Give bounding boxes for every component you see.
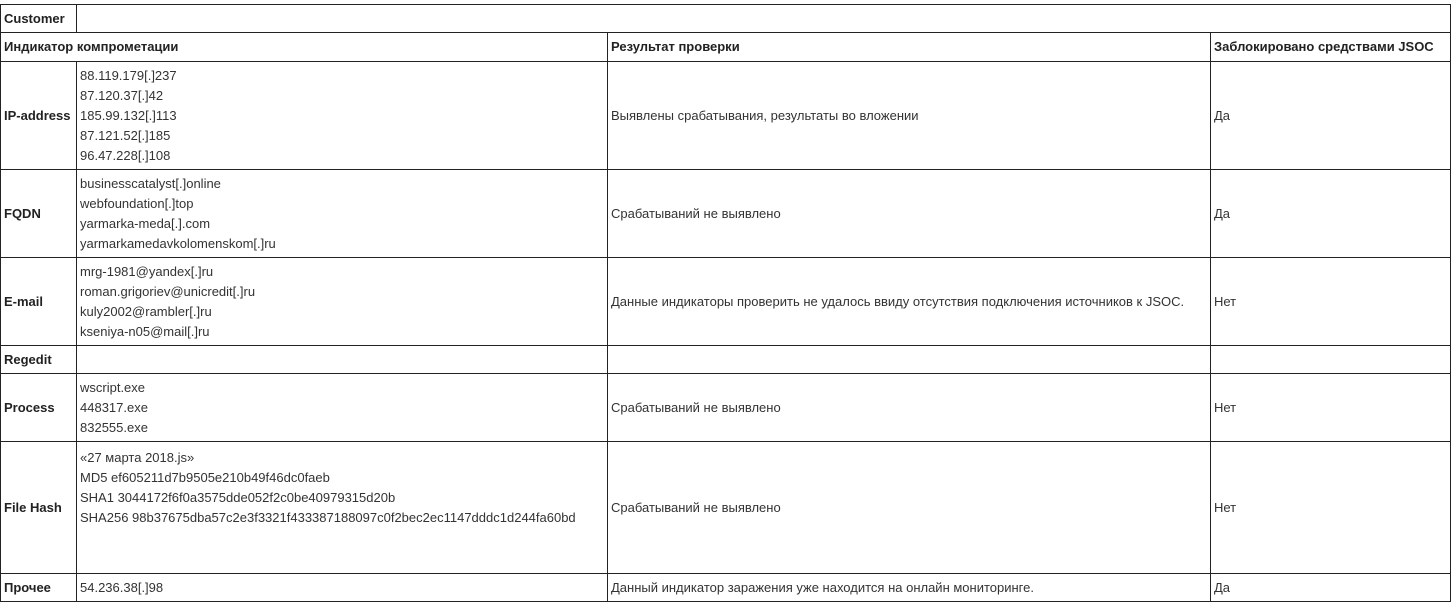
indicator-value: kuly2002@rambler[.]ru <box>80 303 212 319</box>
blocked-status: Нет <box>1211 258 1451 346</box>
indicator-type: IP-address <box>1 62 77 170</box>
indicator-values <box>77 170 608 258</box>
indicator-value: yarmarkamedavkolomenskom[.]ru <box>80 235 276 251</box>
blocked-status <box>1211 346 1451 374</box>
indicator-values <box>77 574 608 602</box>
indicator-type: Прочее <box>1 574 77 602</box>
table-row <box>1 374 1451 442</box>
table-row <box>1 258 1451 346</box>
indicator-value: wscript.exe <box>80 379 146 395</box>
indicator-value: 448317.exe <box>80 399 148 415</box>
indicator-values <box>77 442 608 574</box>
indicator-value: 88.119.179[.]237 <box>80 67 177 83</box>
indicator-values <box>77 374 608 442</box>
blocked-status: Да <box>1211 62 1451 170</box>
blocked-status: Нет <box>1211 442 1451 574</box>
header-row <box>1 33 1451 62</box>
check-result: Данные индикаторы проверить не удалось ввиду отсутствия подключения источников к JSOC. <box>608 258 1211 346</box>
indicator-type: File Hash <box>1 442 77 574</box>
indicator-value: mrg-1981@yandex[.]ru <box>80 263 214 279</box>
indicator-values <box>77 258 608 346</box>
blocked-status: Нет <box>1211 374 1451 442</box>
check-result <box>608 346 1211 374</box>
customer-label: Customer <box>1 5 77 33</box>
customer-row <box>1 5 1451 33</box>
indicator-type: FQDN <box>1 170 77 258</box>
indicator-value: businesscatalyst[.]online <box>80 175 221 191</box>
indicator-value: 96.47.228[.]108 <box>80 147 171 163</box>
check-result: Срабатываний не выявлено <box>608 374 1211 442</box>
table-row <box>1 170 1451 258</box>
indicator-type: Process <box>1 374 77 442</box>
header-result: Результат проверки <box>608 33 1211 62</box>
indicator-value: kseniya-n05@mail[.]ru <box>80 323 210 339</box>
blocked-status: Да <box>1211 574 1451 602</box>
table-row <box>1 574 1451 602</box>
indicator-value: SHA256 98b37675dba57c2e3f3321f433387188097c0f2bec2ec1147dddc1d244fa60bd <box>80 510 576 525</box>
indicator-value: 87.120.37[.]42 <box>80 87 164 103</box>
indicator-value: webfoundation[.]top <box>80 195 194 211</box>
check-result: Срабатываний не выявлено <box>608 442 1211 574</box>
ioc-table <box>0 4 1451 602</box>
indicator-value: MD5 ef605211d7b9505e210b49f46dc0faeb <box>80 470 330 485</box>
indicator-value: 832555.exe <box>80 419 148 435</box>
indicator-value: «27 марта 2018.js» <box>80 450 195 465</box>
indicator-value: 87.121.52[.]185 <box>80 127 171 143</box>
indicator-value: 185.99.132[.]113 <box>80 107 177 123</box>
indicator-values <box>77 62 608 170</box>
indicator-values <box>77 346 608 374</box>
indicator-value: yarmarka-meda[.].com <box>80 215 211 231</box>
header-indicator: Индикатор компрометации <box>1 33 608 62</box>
indicator-value: roman.grigoriev@unicredit[.]ru <box>80 283 256 299</box>
check-result: Срабатываний не выявлено <box>608 170 1211 258</box>
customer-value <box>77 5 1451 33</box>
indicator-value: SHA1 3044172f6f0a3575dde052f2c0be40979315d20b <box>80 490 396 505</box>
check-result: Данный индикатор заражения уже находится на онлайн мониторинге. <box>608 574 1211 602</box>
indicator-type: E-mail <box>1 258 77 346</box>
table-row <box>1 442 1451 574</box>
table-row <box>1 62 1451 170</box>
header-blocked: Заблокировано средствами JSOC <box>1211 33 1451 62</box>
table-row <box>1 346 1451 374</box>
blocked-status: Да <box>1211 170 1451 258</box>
indicator-value: 54.236.38[.]98 <box>80 579 164 595</box>
indicator-type: Regedit <box>1 346 77 374</box>
check-result: Выявлены срабатывания, результаты во вложении <box>608 62 1211 170</box>
